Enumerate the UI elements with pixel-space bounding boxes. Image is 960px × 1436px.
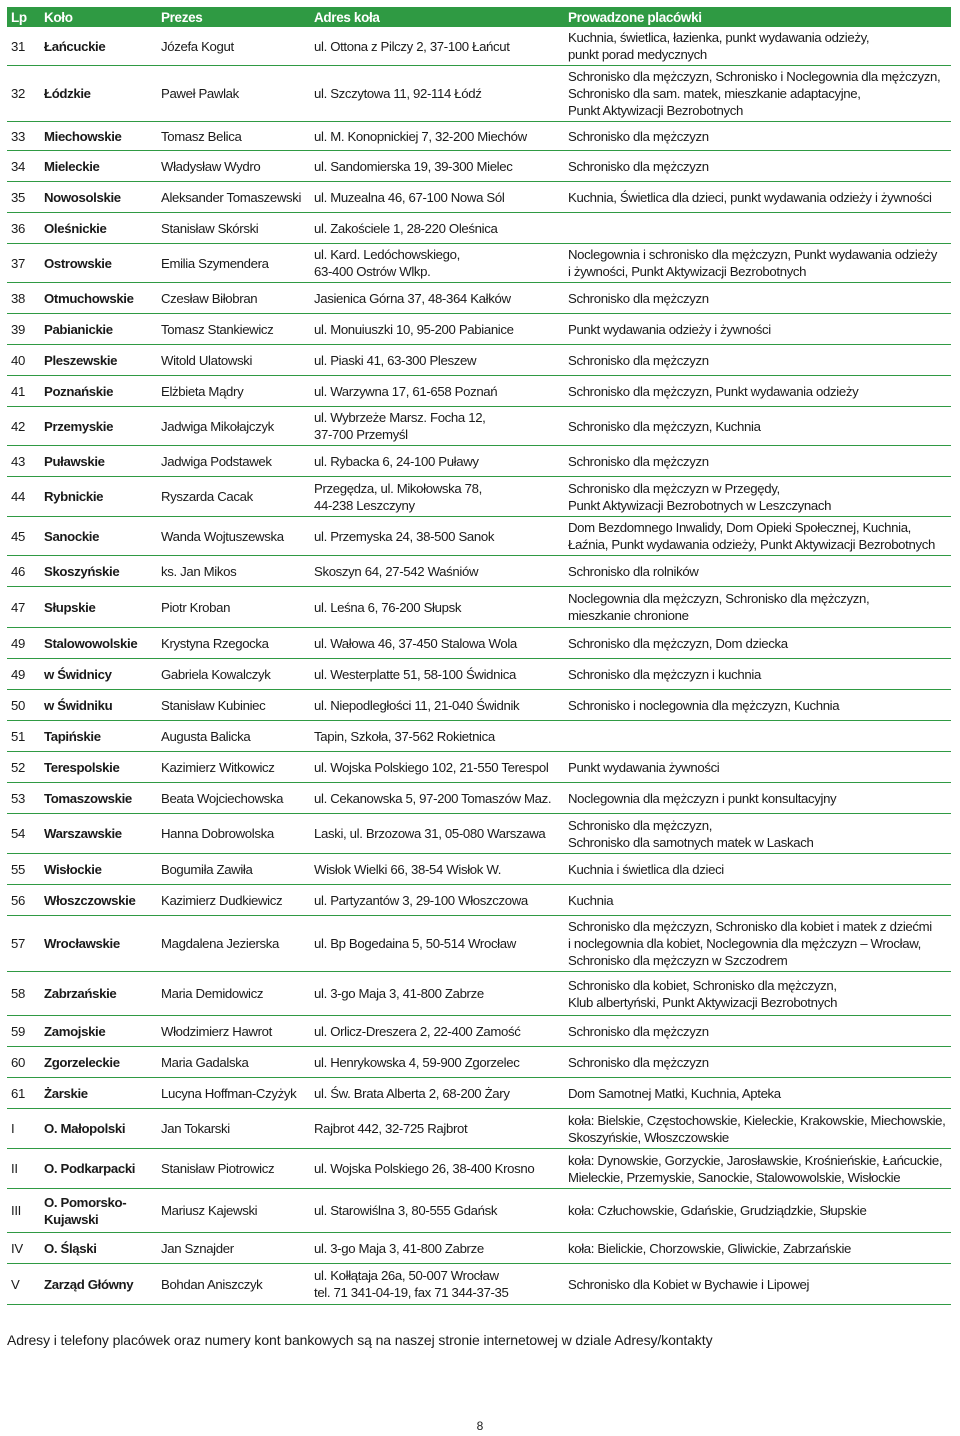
cell-placowki: Schronisko dla mężczyzn [562, 122, 951, 151]
cell-prezes: Jadwiga Mikołajczyk [155, 407, 308, 446]
cell-adres: ul. Wojska Polskiego 102, 21-550 Terespol [308, 752, 562, 783]
cell-prezes: Beata Wojciechowska [155, 783, 308, 814]
table-row [7, 244, 951, 283]
cell-prezes: Piotr Kroban [155, 587, 308, 628]
header-placowki: Prowadzone placówki [562, 7, 951, 27]
cell-prezes: Stanisław Kubiniec [155, 690, 308, 721]
table-row [7, 376, 951, 407]
cell-adres: ul. Monuiuszki 10, 95-200 Pabianice [308, 314, 562, 345]
cell-lp: 54 [7, 814, 38, 854]
table-row [7, 752, 951, 783]
cell-placowki: Schronisko dla mężczyzn [562, 151, 951, 182]
table-row [7, 814, 951, 854]
table-row [7, 1149, 951, 1189]
cell-lp: III [7, 1189, 38, 1233]
table-row [7, 477, 951, 517]
cell-adres: Skoszyn 64, 27-542 Waśniów [308, 556, 562, 587]
table-row [7, 1109, 951, 1149]
cell-adres: ul. Muzealna 46, 67-100 Nowa Sól [308, 182, 562, 213]
cell-kolo: Zabrzańskie [38, 972, 155, 1016]
cell-adres: ul. Sandomierska 19, 39-300 Mielec [308, 151, 562, 182]
table-row [7, 1078, 951, 1109]
cell-lp: 51 [7, 721, 38, 752]
cell-adres: Laski, ul. Brzozowa 31, 05-080 Warszawa [308, 814, 562, 854]
cell-kolo: O. Podkarpacki [38, 1149, 155, 1189]
cell-placowki: koła: Bielickie, Chorzowskie, Gliwickie, Zabrzańskie [562, 1233, 951, 1264]
cell-placowki: Schronisko dla mężczyzn [562, 345, 951, 376]
table-row [7, 690, 951, 721]
cell-lp: 61 [7, 1078, 38, 1109]
table-row [7, 283, 951, 314]
cell-prezes: Elżbieta Mądry [155, 376, 308, 407]
cell-kolo: O. Pomorsko- Kujawski [38, 1189, 155, 1233]
cell-lp: 39 [7, 314, 38, 345]
cell-kolo: Miechowskie [38, 122, 155, 151]
cell-adres: ul. 3-go Maja 3, 41-800 Zabrze [308, 1233, 562, 1264]
cell-prezes: Aleksander Tomaszewski [155, 182, 308, 213]
cell-placowki: Schronisko dla mężczyzn, Dom dziecka [562, 628, 951, 659]
cell-kolo: O. Małopolski [38, 1109, 155, 1149]
cell-placowki: Dom Samotnej Matki, Kuchnia, Apteka [562, 1078, 951, 1109]
cell-lp: 43 [7, 446, 38, 477]
cell-lp: 49 [7, 628, 38, 659]
table-row [7, 122, 951, 151]
cell-adres: ul. Wybrzeże Marsz. Focha 12, 37-700 Przemyśl [308, 407, 562, 446]
cell-lp: 59 [7, 1016, 38, 1047]
cell-adres: ul. Partyzantów 3, 29-100 Włoszczowa [308, 885, 562, 916]
cell-lp: 36 [7, 213, 38, 244]
cell-placowki: Kuchnia, świetlica, łazienka, punkt wydawania odzieży, punkt porad medycznych [562, 27, 951, 66]
cell-lp: 42 [7, 407, 38, 446]
table-row [7, 1264, 951, 1305]
cell-placowki: Noclegownia dla mężczyzn, Schronisko dla mężczyzn, mieszkanie chronione [562, 587, 951, 628]
cell-lp: 58 [7, 972, 38, 1016]
cell-prezes: Maria Gadalska [155, 1047, 308, 1078]
cell-prezes: Gabriela Kowalczyk [155, 659, 308, 690]
cell-placowki: koła: Dynowskie, Gorzyckie, Jarosławskie, Krośnieńskie, Łańcuckie, Mieleckie, Przemyskie, Sanockie, Stalowowolskie, Wisłockie [562, 1149, 951, 1189]
cell-lp: IV [7, 1233, 38, 1264]
cell-adres: Jasienica Górna 37, 48-364 Kałków [308, 283, 562, 314]
table-row [7, 1233, 951, 1264]
table-row [7, 659, 951, 690]
cell-kolo: Puławskie [38, 446, 155, 477]
table-row [7, 854, 951, 885]
header-adres: Adres koła [308, 7, 562, 27]
cell-placowki: Schronisko dla mężczyzn [562, 1016, 951, 1047]
cell-lp: 60 [7, 1047, 38, 1078]
cell-kolo: Warszawskie [38, 814, 155, 854]
cell-placowki: Schronisko dla mężczyzn, Punkt wydawania odzieży [562, 376, 951, 407]
cell-adres: Wisłok Wielki 66, 38-54 Wisłok W. [308, 854, 562, 885]
cell-adres: ul. 3-go Maja 3, 41-800 Zabrze [308, 972, 562, 1016]
cell-lp: V [7, 1264, 38, 1305]
cell-prezes: ks. Jan Mikos [155, 556, 308, 587]
cell-prezes: Lucyna Hoffman-Czyżyk [155, 1078, 308, 1109]
cell-prezes: Jan Tokarski [155, 1109, 308, 1149]
cell-lp: 52 [7, 752, 38, 783]
header-kolo: Koło [38, 7, 155, 27]
table-row [7, 407, 951, 446]
cell-prezes: Magdalena Jezierska [155, 916, 308, 972]
cell-lp: 46 [7, 556, 38, 587]
table-row [7, 517, 951, 556]
cell-prezes: Emilia Szymendera [155, 244, 308, 283]
cell-kolo: Wrocławskie [38, 916, 155, 972]
cell-lp: 33 [7, 122, 38, 151]
cell-kolo: Słupskie [38, 587, 155, 628]
cell-lp: 35 [7, 182, 38, 213]
cell-adres: ul. Przemyska 24, 38-500 Sanok [308, 517, 562, 556]
table-header [7, 7, 951, 27]
cell-kolo: Oleśnickie [38, 213, 155, 244]
cell-prezes: Krystyna Rzegocka [155, 628, 308, 659]
cell-kolo: Włoszczowskie [38, 885, 155, 916]
cell-prezes: Włodzimierz Hawrot [155, 1016, 308, 1047]
table-body [7, 27, 951, 1305]
cell-kolo: Skoszyńskie [38, 556, 155, 587]
table-row [7, 721, 951, 752]
cell-kolo: Zgorzeleckie [38, 1047, 155, 1078]
table-row [7, 1189, 951, 1233]
cell-placowki: koła: Bielskie, Częstochowskie, Kieleckie, Krakowskie, Miechowskie, Skoszyńskie, Włoszczowskie [562, 1109, 951, 1149]
cell-lp: 32 [7, 66, 38, 122]
cell-prezes: Józefa Kogut [155, 27, 308, 66]
cell-adres: ul. Henrykowska 4, 59-900 Zgorzelec [308, 1047, 562, 1078]
cell-kolo: Łańcuckie [38, 27, 155, 66]
cell-adres: ul. Bp Bogedaina 5, 50-514 Wrocław [308, 916, 562, 972]
cell-adres: ul. Kard. Ledóchowskiego, 63-400 Ostrów Wlkp. [308, 244, 562, 283]
cell-adres: ul. Piaski 41, 63-300 Pleszew [308, 345, 562, 376]
cell-kolo: Otmuchowskie [38, 283, 155, 314]
cell-lp: 45 [7, 517, 38, 556]
cell-placowki: Punkt wydawania żywności [562, 752, 951, 783]
cell-kolo: Pabianickie [38, 314, 155, 345]
footer-note: Adresy i telefony placówek oraz numery kont bankowych są na naszej stronie internetowej w dziale Adresy/kontakty [7, 1332, 713, 1348]
table-row [7, 345, 951, 376]
cell-placowki: Schronisko dla mężczyzn, Schronisko dla samotnych matek w Laskach [562, 814, 951, 854]
cell-adres: ul. Rybacka 6, 24-100 Puławy [308, 446, 562, 477]
cell-placowki: Schronisko dla kobiet, Schronisko dla mężczyzn, Klub albertyński, Punkt Aktywizacji Bezrobotnych [562, 972, 951, 1016]
cell-kolo: Żarskie [38, 1078, 155, 1109]
cell-placowki: Noclegownia i schronisko dla mężczyzn, Punkt wydawania odzieży i żywności, Punkt Aktywizacji Bezrobotnych [562, 244, 951, 283]
cell-prezes: Maria Demidowicz [155, 972, 308, 1016]
table-row [7, 885, 951, 916]
cell-kolo: Łódzkie [38, 66, 155, 122]
cell-placowki: Schronisko dla Kobiet w Bychawie i Lipowej [562, 1264, 951, 1305]
cell-placowki [562, 721, 951, 752]
cell-kolo: Poznańskie [38, 376, 155, 407]
table-row [7, 446, 951, 477]
cell-kolo: Ostrowskie [38, 244, 155, 283]
cell-lp: 57 [7, 916, 38, 972]
cell-lp: 38 [7, 283, 38, 314]
cell-placowki: Schronisko dla mężczyzn [562, 1047, 951, 1078]
cell-lp: 53 [7, 783, 38, 814]
cell-lp: 49 [7, 659, 38, 690]
cell-prezes: Tomasz Stankiewicz [155, 314, 308, 345]
cell-lp: 55 [7, 854, 38, 885]
cell-lp: 40 [7, 345, 38, 376]
organizations-table [7, 7, 951, 1305]
table-row [7, 151, 951, 182]
table-row [7, 556, 951, 587]
cell-adres: ul. Szczytowa 11, 92-114 Łódź [308, 66, 562, 122]
cell-prezes: Władysław Wydro [155, 151, 308, 182]
cell-adres: ul. Zakościele 1, 28-220 Oleśnica [308, 213, 562, 244]
cell-kolo: Przemyskie [38, 407, 155, 446]
cell-placowki: Noclegownia dla mężczyzn i punkt konsultacyjny [562, 783, 951, 814]
table-row [7, 628, 951, 659]
cell-placowki: Schronisko dla mężczyzn [562, 283, 951, 314]
cell-adres: ul. Westerplatte 51, 58-100 Świdnica [308, 659, 562, 690]
cell-placowki: Schronisko dla mężczyzn, Kuchnia [562, 407, 951, 446]
cell-lp: 34 [7, 151, 38, 182]
cell-prezes: Tomasz Belica [155, 122, 308, 151]
table-row [7, 587, 951, 628]
cell-adres: ul. Wojska Polskiego 26, 38-400 Krosno [308, 1149, 562, 1189]
cell-prezes: Jan Sznajder [155, 1233, 308, 1264]
table-row [7, 182, 951, 213]
cell-kolo: Sanockie [38, 517, 155, 556]
cell-placowki: Kuchnia, Świetlica dla dzieci, punkt wydawania odzieży i żywności [562, 182, 951, 213]
cell-lp: 50 [7, 690, 38, 721]
cell-kolo: Terespolskie [38, 752, 155, 783]
cell-placowki: Schronisko dla rolników [562, 556, 951, 587]
cell-adres: ul. Wałowa 46, 37-450 Stalowa Wola [308, 628, 562, 659]
cell-kolo: Tomaszowskie [38, 783, 155, 814]
cell-placowki: Schronisko dla mężczyzn w Przegędy, Punkt Aktywizacji Bezrobotnych w Leszczynach [562, 477, 951, 517]
cell-prezes: Czesław Biłobran [155, 283, 308, 314]
cell-adres: Przegędza, ul. Mikołowska 78, 44-238 Leszczyny [308, 477, 562, 517]
page-number: 8 [476, 1419, 484, 1433]
table-row [7, 972, 951, 1016]
cell-prezes: Paweł Pawlak [155, 66, 308, 122]
cell-kolo: Wisłockie [38, 854, 155, 885]
cell-adres: ul. Cekanowska 5, 97-200 Tomaszów Maz. [308, 783, 562, 814]
cell-adres: ul. Starowiślna 3, 80-555 Gdańsk [308, 1189, 562, 1233]
cell-prezes: Bogumiła Zawiła [155, 854, 308, 885]
cell-adres: ul. Leśna 6, 76-200 Słupsk [308, 587, 562, 628]
cell-adres: ul. Niepodległości 11, 21-040 Świdnik [308, 690, 562, 721]
cell-prezes: Jadwiga Podstawek [155, 446, 308, 477]
table-row [7, 66, 951, 122]
cell-lp: II [7, 1149, 38, 1189]
cell-adres: ul. Kołłątaja 26a, 50-007 Wrocław tel. 71 341-04-19, fax 71 344-37-35 [308, 1264, 562, 1305]
cell-kolo: Pleszewskie [38, 345, 155, 376]
cell-lp: 44 [7, 477, 38, 517]
cell-prezes: Wanda Wojtuszewska [155, 517, 308, 556]
table-row [7, 27, 951, 66]
cell-kolo: Zamojskie [38, 1016, 155, 1047]
cell-kolo: Tapińskie [38, 721, 155, 752]
cell-kolo: Mieleckie [38, 151, 155, 182]
cell-prezes: Bohdan Aniszczyk [155, 1264, 308, 1305]
cell-kolo: Nowosolskie [38, 182, 155, 213]
cell-adres: ul. M. Konopnickiej 7, 32-200 Miechów [308, 122, 562, 151]
cell-placowki: Schronisko dla mężczyzn [562, 446, 951, 477]
cell-prezes: Stanisław Piotrowicz [155, 1149, 308, 1189]
cell-placowki: Schronisko dla mężczyzn, Schronisko dla kobiet i matek z dziećmi i noclegownia dla kobiet, Noclegownia dla mężczyzn – Wrocław, Schronisko dla mężczyzn w Szczodrem [562, 916, 951, 972]
cell-placowki [562, 213, 951, 244]
cell-prezes: Ryszarda Cacak [155, 477, 308, 517]
cell-placowki: Kuchnia [562, 885, 951, 916]
table-row [7, 213, 951, 244]
cell-adres: Tapin, Szkoła, 37-562 Rokietnica [308, 721, 562, 752]
cell-adres: Rajbrot 442, 32-725 Rajbrot [308, 1109, 562, 1149]
cell-lp: 31 [7, 27, 38, 66]
cell-placowki: Schronisko i noclegownia dla mężczyzn, Kuchnia [562, 690, 951, 721]
cell-lp: 37 [7, 244, 38, 283]
cell-prezes: Witold Ulatowski [155, 345, 308, 376]
cell-lp: 56 [7, 885, 38, 916]
table-row [7, 783, 951, 814]
header-prezes: Prezes [155, 7, 308, 27]
cell-lp: 47 [7, 587, 38, 628]
cell-adres: ul. Św. Brata Alberta 2, 68-200 Żary [308, 1078, 562, 1109]
cell-kolo: Zarząd Główny [38, 1264, 155, 1305]
cell-adres: ul. Ottona z Pilczy 2, 37-100 Łańcut [308, 27, 562, 66]
cell-placowki: Dom Bezdomnego Inwalidy, Dom Opieki Społecznej, Kuchnia, Łaźnia, Punkt wydawania odzieży, Punkt Aktywizacji Bezrobotnych [562, 517, 951, 556]
cell-prezes: Augusta Balicka [155, 721, 308, 752]
cell-prezes: Kazimierz Dudkiewicz [155, 885, 308, 916]
table-row [7, 916, 951, 972]
cell-kolo: w Świdnicy [38, 659, 155, 690]
cell-lp: 41 [7, 376, 38, 407]
header-row [7, 7, 951, 27]
cell-placowki: Schronisko dla mężczyzn i kuchnia [562, 659, 951, 690]
table-row [7, 314, 951, 345]
cell-prezes: Kazimierz Witkowicz [155, 752, 308, 783]
header-lp: Lp [7, 7, 38, 27]
table-row [7, 1047, 951, 1078]
table-row [7, 1016, 951, 1047]
cell-placowki: koła: Człuchowskie, Gdańskie, Grudziądzkie, Słupskie [562, 1189, 951, 1233]
cell-kolo: Stalowowolskie [38, 628, 155, 659]
cell-placowki: Schronisko dla mężczyzn, Schronisko i Noclegownia dla mężczyzn, Schronisko dla sam. matek, mieszkanie adaptacyjne, Punkt Aktywizacji Bezrobotnych [562, 66, 951, 122]
cell-adres: ul. Orlicz-Dreszera 2, 22-400 Zamość [308, 1016, 562, 1047]
cell-lp: I [7, 1109, 38, 1149]
cell-kolo: O. Śląski [38, 1233, 155, 1264]
cell-kolo: w Świdniku [38, 690, 155, 721]
cell-placowki: Kuchnia i świetlica dla dzieci [562, 854, 951, 885]
cell-placowki: Punkt wydawania odzieży i żywności [562, 314, 951, 345]
cell-prezes: Stanisław Skórski [155, 213, 308, 244]
cell-adres: ul. Warzywna 17, 61-658 Poznań [308, 376, 562, 407]
cell-prezes: Mariusz Kajewski [155, 1189, 308, 1233]
cell-kolo: Rybnickie [38, 477, 155, 517]
cell-prezes: Hanna Dobrowolska [155, 814, 308, 854]
